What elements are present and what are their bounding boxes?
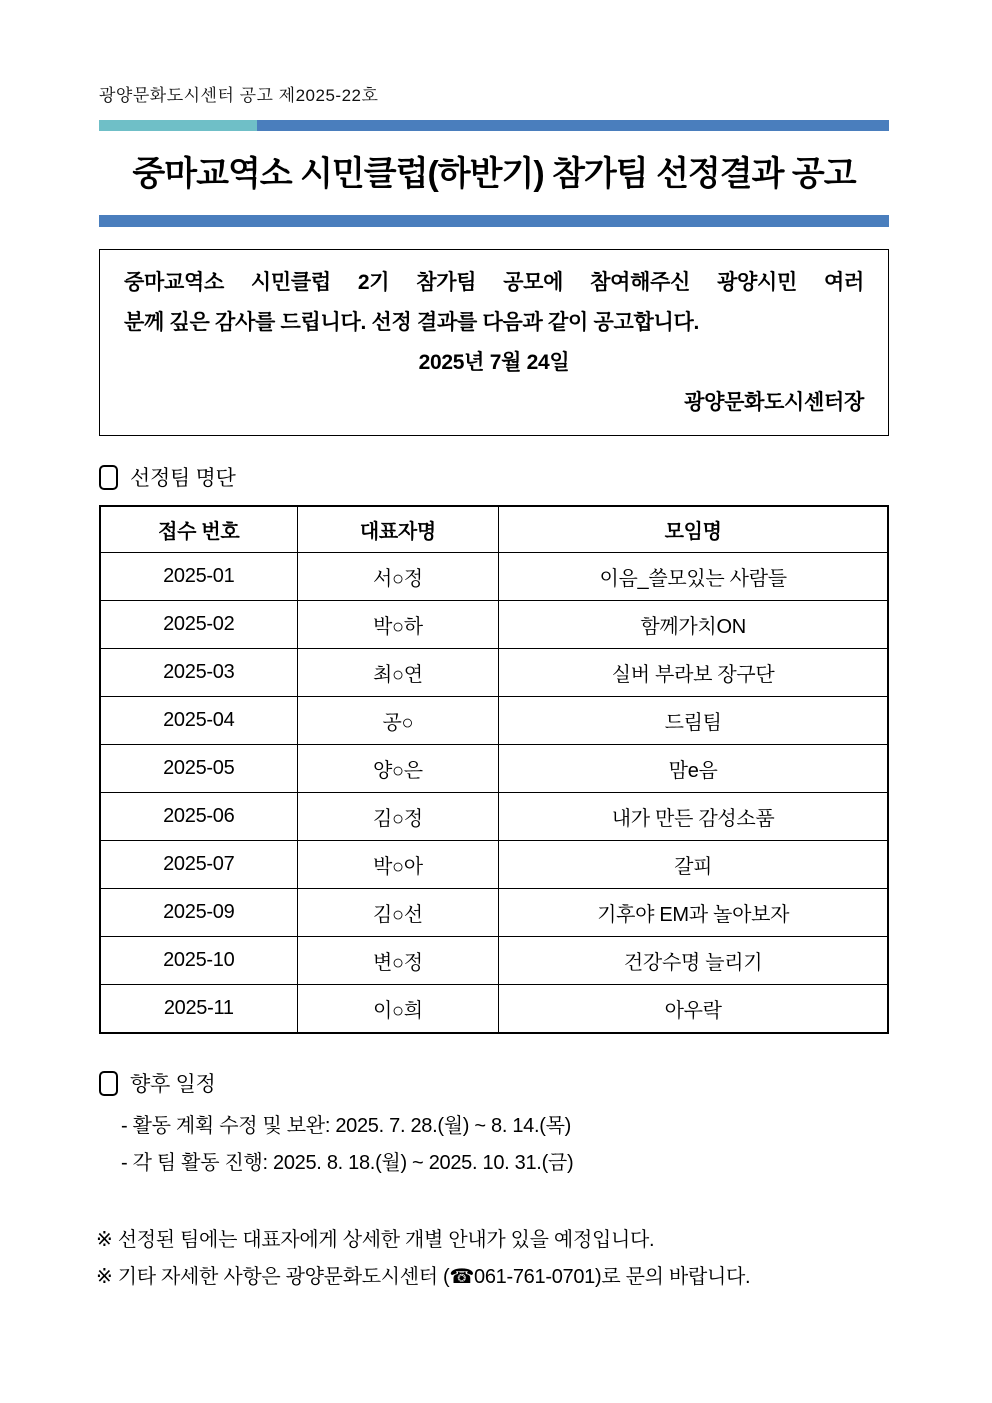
- selected-teams-table: [99, 505, 889, 1034]
- table-row: [100, 793, 888, 841]
- cell-receipt-no: 2025-07: [100, 841, 297, 889]
- cell-receipt-no: 2025-11: [100, 985, 297, 1034]
- cell-representative: 김○선: [297, 889, 499, 937]
- table-row: [100, 553, 888, 601]
- cell-group-name: 실버 부라보 장구단: [499, 649, 888, 697]
- schedule-heading: [99, 1068, 889, 1098]
- cell-group-name: 아우락: [499, 985, 888, 1034]
- cell-representative: 박○하: [297, 601, 499, 649]
- table-row: [100, 841, 888, 889]
- cell-group-name: 갈피: [499, 841, 888, 889]
- cell-group-name: 드림팀: [499, 697, 888, 745]
- cell-group-name: 이음_쓸모있는 사람들: [499, 553, 888, 601]
- cell-representative: 박○아: [297, 841, 499, 889]
- checkbox-bullet-icon: [99, 1071, 118, 1096]
- footnotes: [96, 1222, 889, 1296]
- title-underline-bar: [99, 215, 889, 227]
- notice-date: 2025년 7월 24일: [418, 351, 570, 374]
- cell-representative: 김○정: [297, 793, 499, 841]
- cell-receipt-no: 2025-06: [100, 793, 297, 841]
- accent-bar-teal-segment: [99, 120, 257, 131]
- cell-group-name: 내가 만든 감성소품: [499, 793, 888, 841]
- cell-group-name: 함께가치ON: [499, 601, 888, 649]
- cell-receipt-no: 2025-02: [100, 601, 297, 649]
- cell-representative: 양○은: [297, 745, 499, 793]
- notice-body-line1: 중마교역소 시민클럽 2기 참가팀 공모에 참여해주신 광양시민 여러: [124, 271, 864, 294]
- notice-body-line2: 분께 깊은 감사를 드립니다. 선정 결과를 다음과 같이 공고합니다.: [124, 311, 699, 334]
- cell-receipt-no: 2025-05: [100, 745, 297, 793]
- table-row: [100, 601, 888, 649]
- cell-representative: 최○연: [297, 649, 499, 697]
- cell-representative: 이○희: [297, 985, 499, 1034]
- cell-receipt-no: 2025-01: [100, 553, 297, 601]
- teams-table-body: [100, 553, 888, 1034]
- header-accent-bar: [99, 120, 889, 131]
- table-row: [100, 937, 888, 985]
- cell-receipt-no: 2025-10: [100, 937, 297, 985]
- cell-representative: 서○정: [297, 553, 499, 601]
- table-row: [100, 697, 888, 745]
- schedule-heading-label: 향후 일정: [130, 1073, 216, 1096]
- cell-group-name: 맘e음: [499, 745, 888, 793]
- table-row: [100, 649, 888, 697]
- cell-receipt-no: 2025-03: [100, 649, 297, 697]
- selected-teams-heading: [99, 462, 889, 492]
- cell-group-name: 기후야 EM과 놀아보자: [499, 889, 888, 937]
- schedule-item: - 각 팀 활동 진행: 2025. 8. 18.(월) ~ 2025. 10. 31.(금): [121, 1152, 574, 1174]
- cell-receipt-no: 2025-09: [100, 889, 297, 937]
- cell-receipt-no: 2025-04: [100, 697, 297, 745]
- document-ref-number: 광양문화도시센터 공고 제2025-22호: [99, 86, 379, 105]
- schedule-list: [121, 1108, 889, 1182]
- table-row: [100, 985, 888, 1034]
- page-title: 중마교역소 시민클럽(하반기) 참가팀 선정결과 공고: [132, 155, 856, 193]
- cell-representative: 변○정: [297, 937, 499, 985]
- table-row: [100, 889, 888, 937]
- table-header-row: [100, 506, 888, 553]
- notice-box: [99, 249, 889, 436]
- footnote-item: ※ 선정된 팀에는 대표자에게 상세한 개별 안내가 있을 예정입니다.: [96, 1229, 655, 1251]
- checkbox-bullet-icon: [99, 465, 118, 490]
- schedule-item: - 활동 계획 수정 및 보완: 2025. 7. 28.(월) ~ 8. 14.(목): [121, 1115, 571, 1137]
- selected-teams-heading-label: 선정팀 명단: [130, 467, 236, 490]
- accent-bar-blue-segment: [257, 120, 889, 131]
- notice-signer: 광양문화도시센터장: [684, 391, 864, 414]
- col-header-group-name: 모임명: [499, 506, 888, 553]
- col-header-receipt-no: 접수 번호: [100, 506, 297, 553]
- cell-representative: 공○: [297, 697, 499, 745]
- cell-group-name: 건강수명 늘리기: [499, 937, 888, 985]
- col-header-representative: 대표자명: [297, 506, 499, 553]
- footnote-item: ※ 기타 자세한 사항은 광양문화도시센터 (☎061-761-0701)로 문의 바랍니다.: [96, 1266, 751, 1288]
- table-row: [100, 745, 888, 793]
